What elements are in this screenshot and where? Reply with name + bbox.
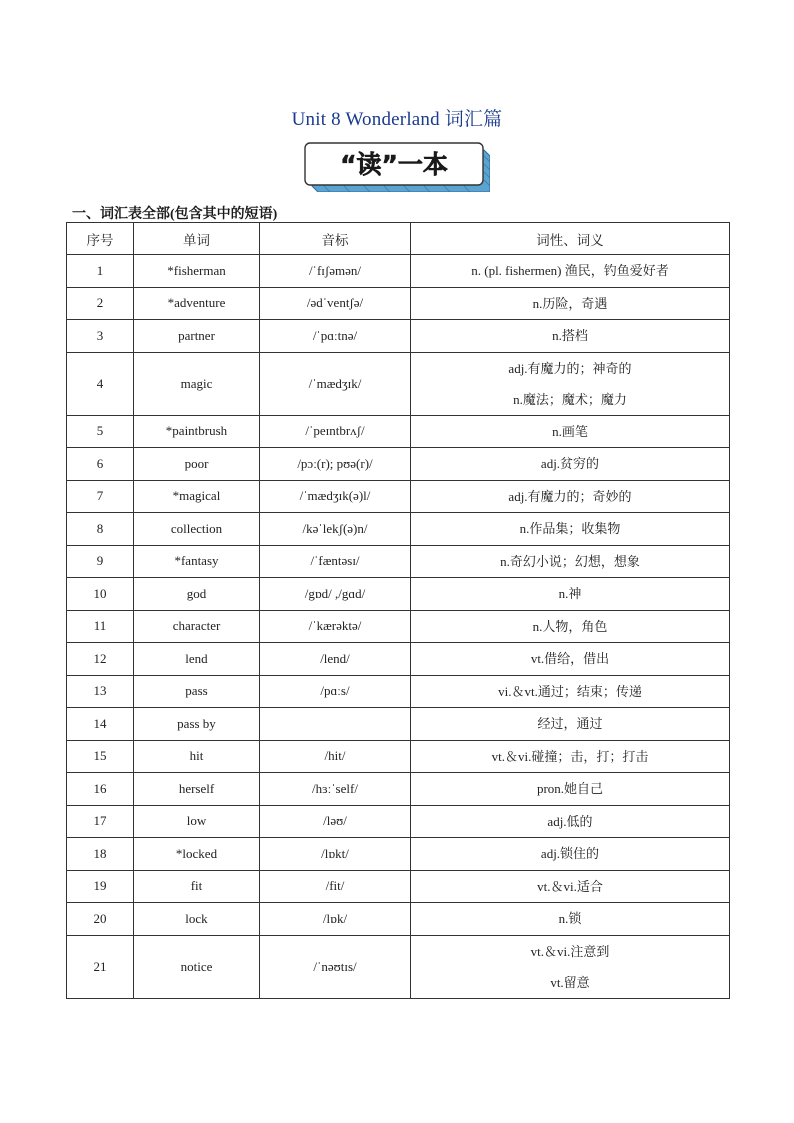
row-meaning	[411, 643, 730, 676]
row-number: 18	[67, 838, 134, 871]
row-number: 12	[67, 643, 134, 676]
table-row	[67, 870, 730, 903]
row-phonetic: /lɒk/	[260, 903, 411, 936]
vocabulary-table	[66, 222, 730, 999]
row-phonetic: /lend/	[260, 643, 411, 676]
row-number: 9	[67, 545, 134, 578]
row-word: god	[134, 578, 260, 611]
row-number: 3	[67, 320, 134, 353]
row-word: lock	[134, 903, 260, 936]
row-word: *adventure	[134, 287, 260, 320]
page-title: Unit 8 Wonderland 词汇篇	[291, 109, 503, 130]
meaning-line: n.奇幻小说；幻想，想象	[500, 553, 640, 569]
row-number: 19	[67, 870, 134, 903]
header-meaning: 词性、词义	[411, 223, 730, 255]
row-meaning	[411, 675, 730, 708]
row-phonetic: /lɒkt/	[260, 838, 411, 871]
row-word: fit	[134, 870, 260, 903]
table-row	[67, 773, 730, 806]
reading-banner	[304, 142, 490, 192]
row-phonetic: /ˈmædʒɪk/	[260, 352, 411, 415]
meaning-line: pron.她自己	[536, 781, 604, 797]
row-meaning	[411, 740, 730, 773]
meaning-line: vt.留意	[550, 974, 590, 990]
row-number: 8	[67, 513, 134, 546]
row-word: *paintbrush	[134, 415, 260, 448]
row-phonetic: /ədˈventʃə/	[260, 287, 411, 320]
row-word: notice	[134, 935, 260, 998]
meaning-line: n.历险，奇遇	[532, 295, 608, 311]
row-word: poor	[134, 448, 260, 481]
row-phonetic: /ˈfæntəsɪ/	[260, 545, 411, 578]
table-row	[67, 578, 730, 611]
row-number: 7	[67, 480, 134, 513]
table-row	[67, 287, 730, 320]
row-word: pass	[134, 675, 260, 708]
table-row	[67, 352, 730, 415]
row-phonetic: /gɒd/ ,/gɑd/	[260, 578, 411, 611]
row-phonetic	[260, 708, 411, 741]
row-meaning	[411, 773, 730, 806]
row-number: 16	[67, 773, 134, 806]
table-row	[67, 643, 730, 676]
row-word: hit	[134, 740, 260, 773]
row-meaning	[411, 610, 730, 643]
table-row	[67, 415, 730, 448]
table-row	[67, 805, 730, 838]
table-row	[67, 480, 730, 513]
meaning-line: vt.＆vi.注意到	[530, 943, 610, 959]
row-word: lend	[134, 643, 260, 676]
banner-text: “读”一本	[340, 150, 448, 179]
row-phonetic: /hit/	[260, 740, 411, 773]
row-meaning	[411, 255, 730, 288]
meaning-line: adj.贫穷的	[540, 456, 600, 472]
row-word: pass by	[134, 708, 260, 741]
row-phonetic: /ˈpɑːtnə/	[260, 320, 411, 353]
meaning-line: adj.锁住的	[540, 846, 600, 862]
table-row	[67, 545, 730, 578]
row-phonetic: /hɜːˈself/	[260, 773, 411, 806]
table-row	[67, 513, 730, 546]
row-meaning	[411, 415, 730, 448]
row-word: low	[134, 805, 260, 838]
table-row	[67, 610, 730, 643]
row-phonetic: /ləʊ/	[260, 805, 411, 838]
meaning-line: n. (pl. fishermen) 渔民，钓鱼爱好者	[471, 263, 669, 279]
meaning-line: n.神	[558, 586, 582, 602]
row-meaning	[411, 935, 730, 998]
meaning-line: vt.＆vi.碰撞；击，打；打击	[491, 748, 649, 764]
row-meaning	[411, 287, 730, 320]
meaning-line: adj.有魔力的；奇妙的	[508, 488, 632, 504]
row-phonetic: /pɔː(r); pʊə(r)/	[260, 448, 411, 481]
row-meaning	[411, 870, 730, 903]
row-number: 1	[67, 255, 134, 288]
row-number: 14	[67, 708, 134, 741]
row-meaning	[411, 480, 730, 513]
row-meaning	[411, 805, 730, 838]
row-meaning	[411, 903, 730, 936]
meaning-line: n.搭档	[552, 328, 588, 344]
table-row	[67, 903, 730, 936]
meaning-line: n.作品集；收集物	[519, 521, 621, 537]
row-word: magic	[134, 352, 260, 415]
row-phonetic: /ˈkærəktə/	[260, 610, 411, 643]
meaning-line: vi.＆vt.通过；结束；传递	[498, 683, 642, 699]
header-number: 序号	[67, 223, 134, 255]
row-word: *magical	[134, 480, 260, 513]
row-word: character	[134, 610, 260, 643]
table-row	[67, 255, 730, 288]
meaning-line: n.锁	[558, 911, 582, 927]
row-phonetic: /fit/	[260, 870, 411, 903]
row-word: *fantasy	[134, 545, 260, 578]
row-number: 15	[67, 740, 134, 773]
meaning-line: 经过，通过	[537, 716, 603, 732]
row-number: 6	[67, 448, 134, 481]
meaning-line: vt.＆vi.适合	[537, 878, 603, 894]
row-number: 10	[67, 578, 134, 611]
header-phonetic: 音标	[260, 223, 411, 255]
row-meaning	[411, 352, 730, 415]
row-number: 11	[67, 610, 134, 643]
row-word: *locked	[134, 838, 260, 871]
row-word: herself	[134, 773, 260, 806]
vocabulary-table-body	[67, 255, 730, 999]
row-meaning	[411, 513, 730, 546]
table-row	[67, 675, 730, 708]
meaning-line: n.人物，角色	[532, 618, 608, 634]
row-phonetic: /pɑːs/	[260, 675, 411, 708]
table-row	[67, 740, 730, 773]
row-number: 5	[67, 415, 134, 448]
row-number: 2	[67, 287, 134, 320]
row-phonetic: /ˈfɪʃəmən/	[260, 255, 411, 288]
row-meaning	[411, 708, 730, 741]
row-word: collection	[134, 513, 260, 546]
row-phonetic: /ˈmædʒɪk(ə)l/	[260, 480, 411, 513]
table-row	[67, 708, 730, 741]
meaning-line: n.画笔	[552, 423, 588, 439]
meaning-line: n.魔法；魔术；魔力	[513, 391, 627, 407]
row-meaning	[411, 448, 730, 481]
table-header-row	[67, 223, 730, 255]
row-number: 13	[67, 675, 134, 708]
row-phonetic: /ˈnəʊtɪs/	[260, 935, 411, 998]
row-number: 21	[67, 935, 134, 998]
row-word: partner	[134, 320, 260, 353]
meaning-line: adj.有魔力的；神奇的	[508, 360, 632, 376]
meaning-line: vt.借给，借出	[530, 651, 610, 667]
section-heading: 一、词汇表全部(包含其中的短语)	[72, 207, 278, 222]
row-meaning	[411, 838, 730, 871]
table-row	[67, 320, 730, 353]
table-row	[67, 935, 730, 998]
row-number: 20	[67, 903, 134, 936]
table-row	[67, 448, 730, 481]
meaning-line: adj.低的	[547, 813, 593, 829]
row-meaning	[411, 578, 730, 611]
row-meaning	[411, 545, 730, 578]
table-row	[67, 838, 730, 871]
header-word: 单词	[134, 223, 260, 255]
row-number: 17	[67, 805, 134, 838]
row-word: *fisherman	[134, 255, 260, 288]
row-number: 4	[67, 352, 134, 415]
row-phonetic: /kəˈlekʃ(ə)n/	[260, 513, 411, 546]
row-phonetic: /ˈpeɪntbrʌʃ/	[260, 415, 411, 448]
row-meaning	[411, 320, 730, 353]
